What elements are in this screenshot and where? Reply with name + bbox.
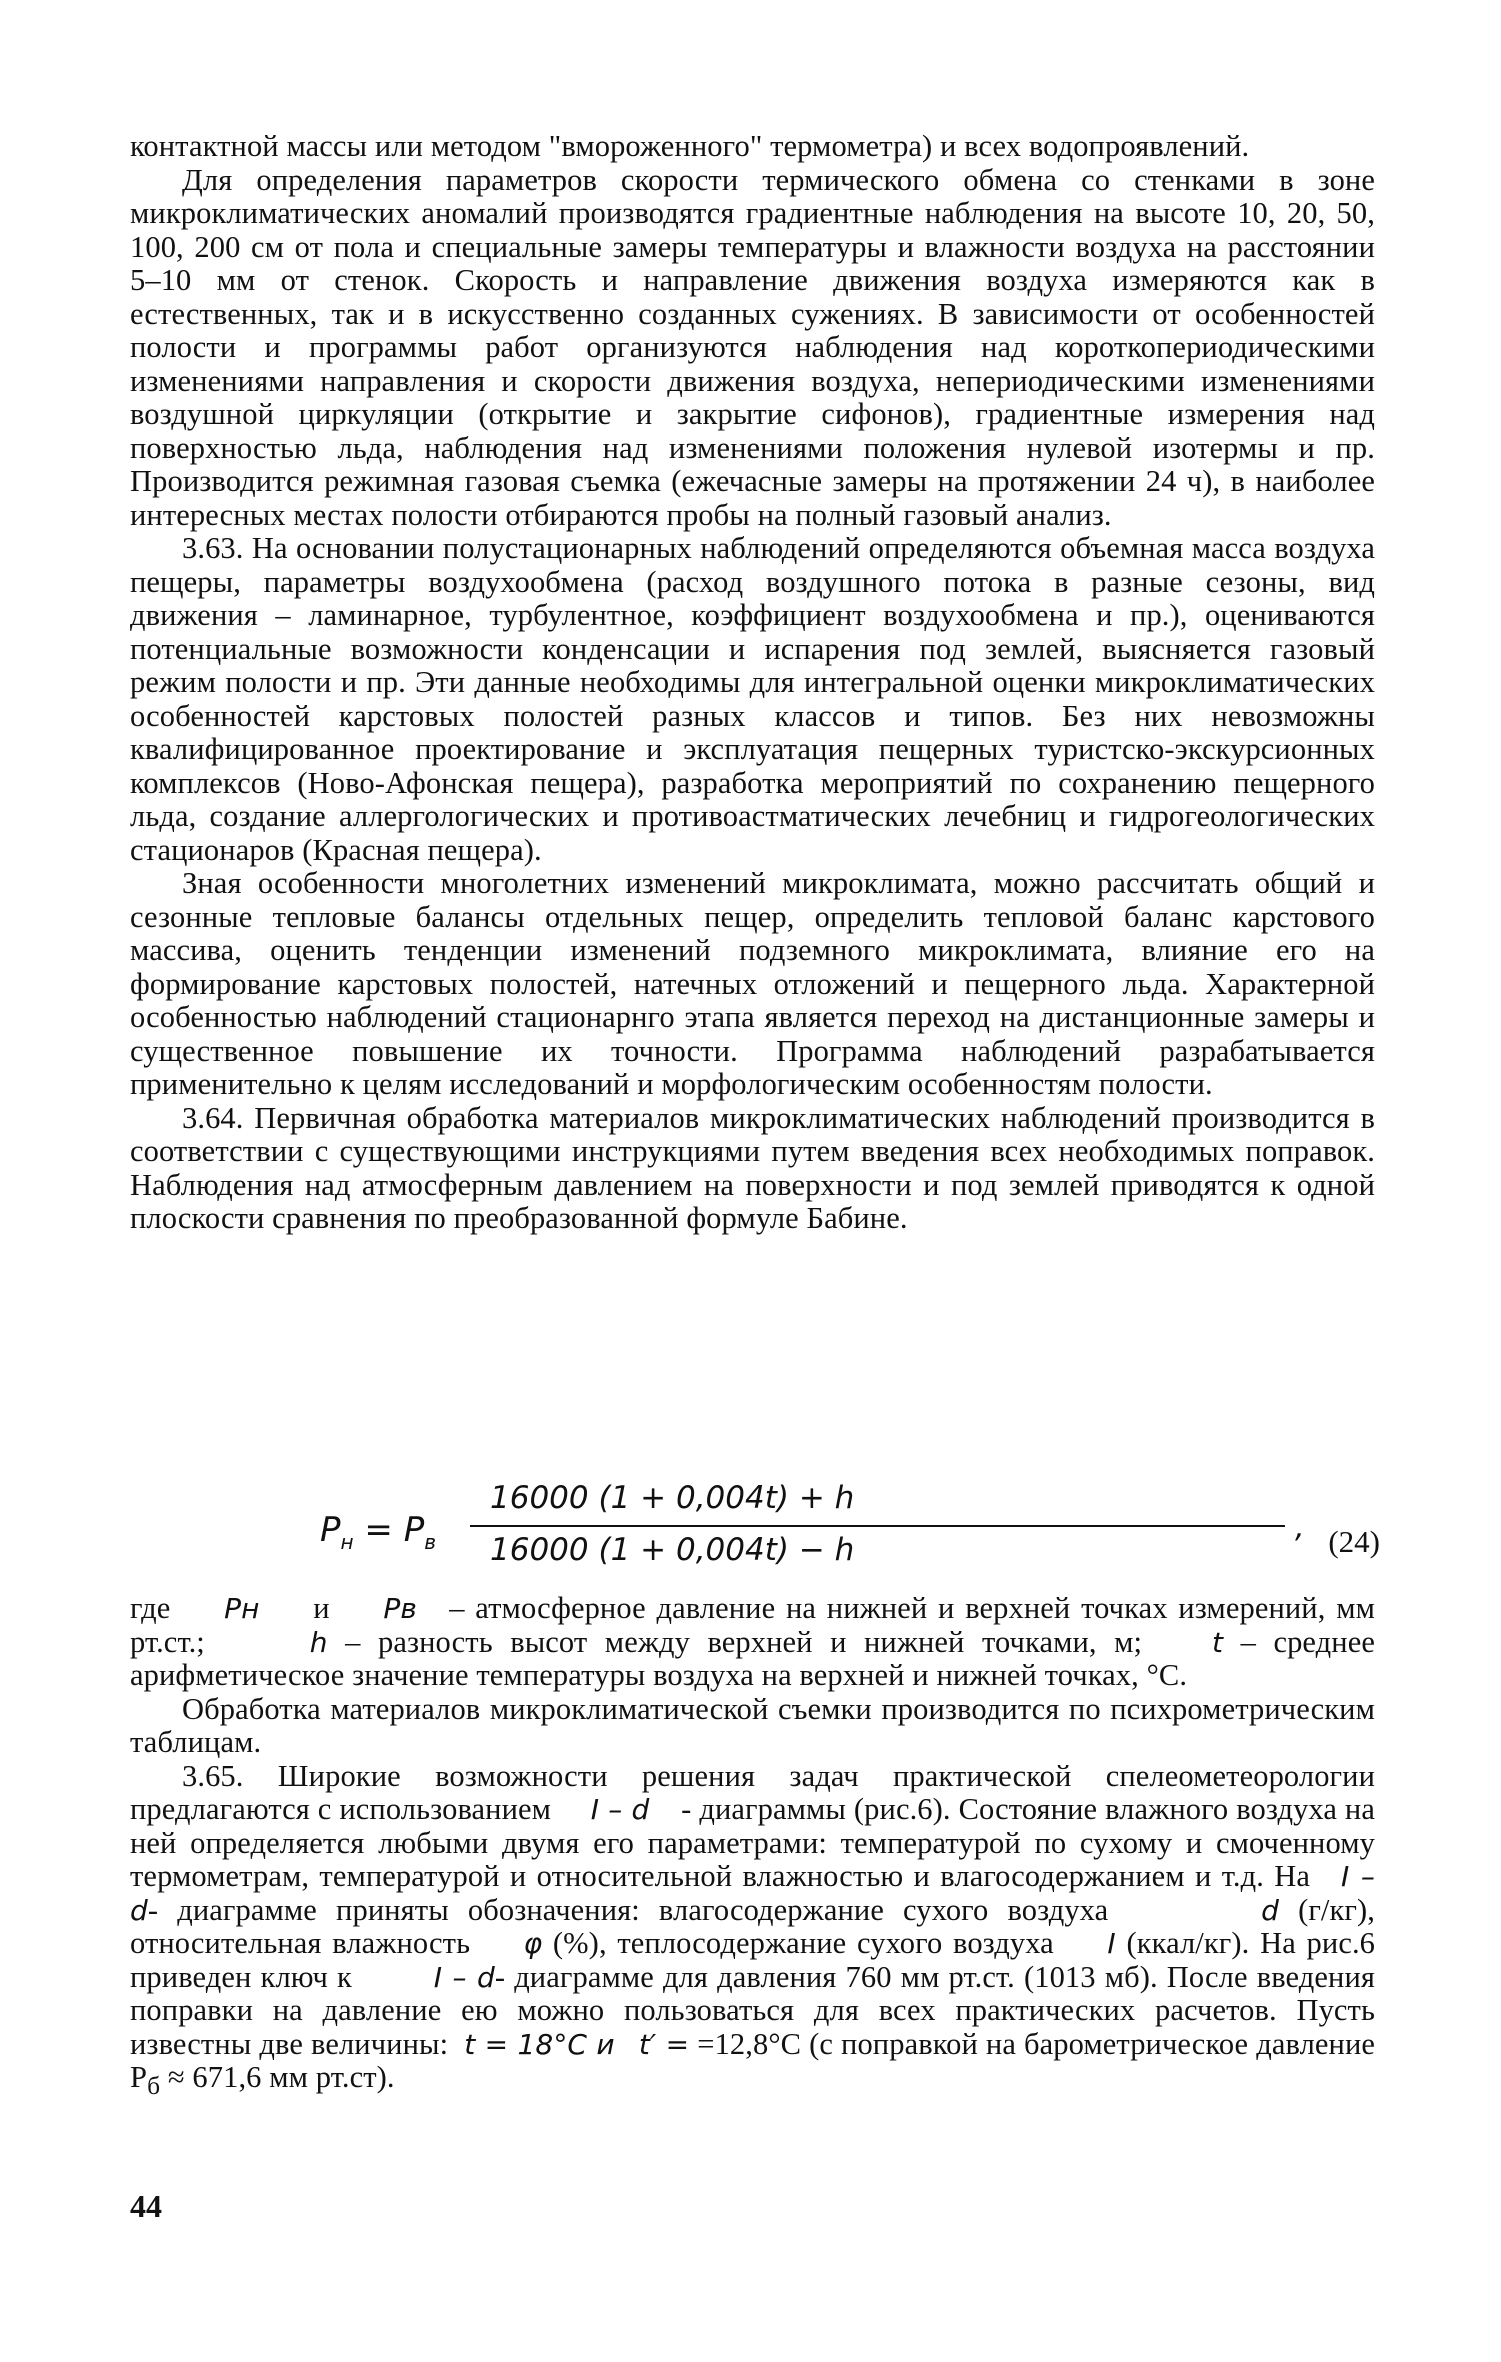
formula-comma: , [1295, 1510, 1305, 1545]
paragraph-3-65: 3.65. Широкие возможности решения задач практической спелеометеорологии предлагаются с использованием I – d - диаграммы (рис.6). Состояние влажного воздуха на ней определяется любыми двумя его параметрами: температурой по сухому и смоченному термометрам, температурой и относительной влажностью и влагосодержанием и т.д. На I – d- диаграмме приняты обозначения: влагосодержание сухого воздуха d (г/кг), относительная влажность φ (%), теплосодержание сухого воздуха I (ккал/кг). На рис.6 приведен ключ к I – d- диаграмме для давления 760 мм рт.ст. (1013 мб). После введения поправки на давление ею можно пользоваться для всех практических расчетов. Пусть известны две величины: t = 18°С и t′ = =12,8°С (с поправкой на барометрическое давление $P_б \approx 671,6$ мм рт.ст). [130, 1758, 1376, 2101]
where-paragraph: где Pн и Pв – атмосферное давление на нижней и верхней точках измерений, мм рт.ст.; h – разность высот между верхней и нижней точками, м; t – среднее арифметическое значение температуры воздуха на верхней и нижней точках, °С. [130, 1591, 1375, 1692]
body-text-top [130, 130, 1375, 1236]
fraction-bar [470, 1525, 1285, 1527]
body-text-bottom [130, 1592, 1375, 2104]
paragraph-3-64: 3.64. Первичная обработка материалов микроклиматических наблюдений производится в соответствии с существующими инструкциями путем введения всех необходимых поправок. Наблюдения над атмосферным давлением на поверхности и под землей приводятся к одной плоскости сравнения по преобразованной формуле Бабине. [130, 1100, 1375, 1235]
formula-lhs: $P_н = P_в$ [320, 1510, 436, 1554]
paragraph-processing: Обработка материалов микроклиматической съемки производится по психрометрическим таблицам. [130, 1691, 1375, 1759]
formula-numerator: 16000 (1 + 0,004t) + h [490, 1480, 855, 1516]
paragraph-microclimate: Зная особенности многолетних изменений микроклимата, можно рассчитать общий и сезонные тепловые балансы отдельных пещер, определить тепловой баланс карстового массива, оценить тенденции изменений подземного микроклимата, влияние его на формирование карстовых полостей, натечных отложений и пещерного льда. Характерной особенностью наблюдений стационарнго этапа является переход на дистанционные замеры и существенное повышение их точности. Программа наблюдений разрабатывается применительно к целям исследований и морфологическим особенностям полости. [130, 866, 1375, 1101]
babinet-formula [320, 1480, 1380, 1590]
formula-number: (24) [1328, 1524, 1380, 1559]
paragraph-continuation: контактной массы или методом "вмороженного" термометра) и всех водопроявлений. [130, 129, 1250, 163]
formula-denominator: 16000 (1 + 0,004t) − h [490, 1532, 855, 1568]
page-number: 44 [130, 2188, 162, 2224]
paragraph-3-63: 3.63. На основании полустационарных наблюдений определяются объемная масса воздуха пещеры, параметры воздухообмена (расход воздушного потока в разные сезоны, вид движения – ламинарное, турбулентное, коэффициент воздухообмена и пр.), оцениваются потенциальные возможности конденсации и испарения под землей, выясняется газовый режим полости и пр. Эти данные необходимы для интегральной оценки микроклиматических особенностей карстовых полостей разных классов и типов. Без них невозможны квалифицированное проектирование и эксплуатация пещерных туристско-экскурсионных комплексов (Ново-Афонская пещера), разработка мероприятий по сохранению пещерного льда, создание аллергологических и противоастматических лечебниц и гидрогеологических стационаров (Красная пещера). [130, 531, 1375, 867]
paragraph-parameters: Для определения параметров скорости термического обмена со стенками в зоне микроклиматических аномалий производятся градиентные наблюдения на высоте 10, 20, 50, 100, 200 см от пола и специальные замеры температуры и влажности воздуха на расстоянии 5–10 мм от стенок. Скорость и направление движения воздуха измеряются как в естественных, так и в искусственно созданных сужениях. В зависимости от особенностей полости и программы работ организуются наблюдения над короткопериодическими изменениями направления и скорости движения воздуха, непериодическими изменениями воздушной циркуляции (открытие и закрытие сифонов), градиентные измерения над поверхностью льда, наблюдения над изменениями положения нулевой изотермы и пр. Производится режимная газовая съемка (ежечасные замеры на протяжении 24 ч), в наиболее интересных местах полости отбираются пробы на полный газовый анализ. [130, 162, 1375, 532]
